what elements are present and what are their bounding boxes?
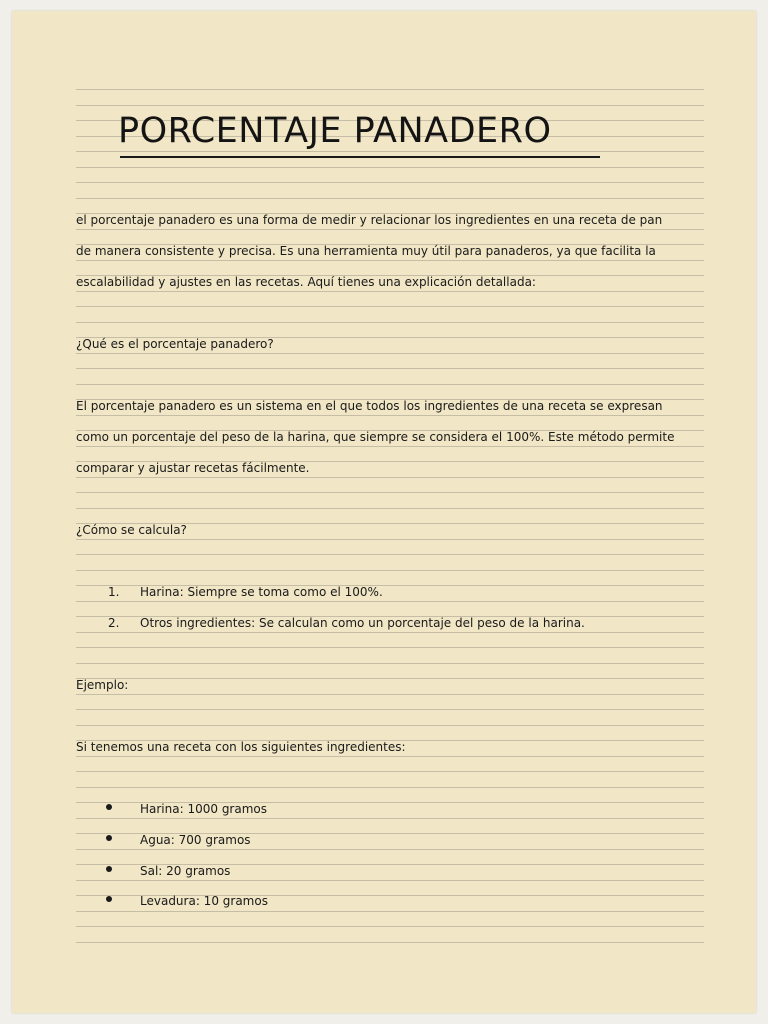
rule-line bbox=[76, 368, 704, 369]
rule-line bbox=[76, 477, 704, 478]
rule-line bbox=[76, 167, 704, 168]
ingredient-agua: Agua: 700 gramos bbox=[140, 833, 251, 847]
step-marker-2: 2. bbox=[108, 616, 120, 630]
rule-line bbox=[76, 709, 704, 710]
rule-line bbox=[76, 725, 704, 726]
example-label: Ejemplo: bbox=[76, 678, 129, 692]
rule-line bbox=[76, 880, 704, 881]
rule-line bbox=[76, 105, 704, 106]
rule-line bbox=[76, 663, 704, 664]
rule-line bbox=[76, 570, 704, 571]
example-intro: Si tenemos una receta con los siguientes ingredientes: bbox=[76, 740, 406, 754]
rule-line bbox=[76, 632, 704, 633]
rule-line bbox=[76, 322, 704, 323]
notebook-page bbox=[12, 11, 756, 1013]
rule-line bbox=[76, 647, 704, 648]
rule-line bbox=[76, 694, 704, 695]
bullet-icon bbox=[106, 866, 112, 872]
rule-line bbox=[76, 353, 704, 354]
bullet-icon bbox=[106, 896, 112, 902]
answer-line-3: comparar y ajustar recetas fácilmente. bbox=[76, 461, 310, 475]
rule-line bbox=[76, 306, 704, 307]
rule-line bbox=[76, 151, 704, 152]
step-text-1: Harina: Siempre se toma como el 100%. bbox=[140, 585, 383, 599]
answer-line-1: El porcentaje panadero es un sistema en el que todos los ingredientes de una receta se expresan bbox=[76, 399, 663, 413]
rule-line bbox=[76, 942, 704, 943]
question-how-calculated: ¿Cómo se calcula? bbox=[76, 523, 187, 537]
answer-line-2: como un porcentaje del peso de la harina, que siempre se considera el 100%. Este método permite bbox=[76, 430, 675, 444]
ingredient-levadura: Levadura: 10 gramos bbox=[140, 894, 268, 908]
bullet-icon bbox=[106, 835, 112, 841]
rule-line bbox=[76, 508, 704, 509]
intro-line-1: el porcentaje panadero es una forma de medir y relacionar los ingredientes en una receta de pan bbox=[76, 213, 663, 227]
rule-line bbox=[76, 492, 704, 493]
rule-line bbox=[76, 771, 704, 772]
question-what-is: ¿Qué es el porcentaje panadero? bbox=[76, 337, 274, 351]
rule-line bbox=[76, 182, 704, 183]
rule-line bbox=[76, 384, 704, 385]
page-title: PORCENTAJE PANADERO bbox=[118, 111, 552, 151]
ingredient-sal: Sal: 20 gramos bbox=[140, 864, 231, 878]
rule-line bbox=[76, 539, 704, 540]
rule-line bbox=[76, 601, 704, 602]
rule-line bbox=[76, 291, 704, 292]
rule-line bbox=[76, 756, 704, 757]
rule-line bbox=[76, 818, 704, 819]
rule-line bbox=[76, 89, 704, 90]
step-marker-1: 1. bbox=[108, 585, 120, 599]
step-text-2: Otros ingredientes: Se calculan como un porcentaje del peso de la harina. bbox=[140, 616, 585, 630]
ingredient-harina: Harina: 1000 gramos bbox=[140, 802, 268, 816]
rule-line bbox=[76, 415, 704, 416]
rule-line bbox=[76, 554, 704, 555]
rule-line bbox=[76, 911, 704, 912]
rule-line bbox=[76, 926, 704, 927]
bullet-icon bbox=[106, 804, 112, 810]
rule-line bbox=[76, 446, 704, 447]
rule-line bbox=[76, 260, 704, 261]
intro-line-3: escalabilidad y ajustes en las recetas. Aquí tienes una explicación detallada: bbox=[76, 275, 536, 289]
rule-line bbox=[76, 787, 704, 788]
rule-line bbox=[76, 849, 704, 850]
rule-line bbox=[76, 198, 704, 199]
intro-line-2: de manera consistente y precisa. Es una herramienta muy útil para panaderos, ya que facilita la bbox=[76, 244, 656, 258]
title-underline bbox=[120, 156, 600, 158]
rule-line bbox=[76, 229, 704, 230]
